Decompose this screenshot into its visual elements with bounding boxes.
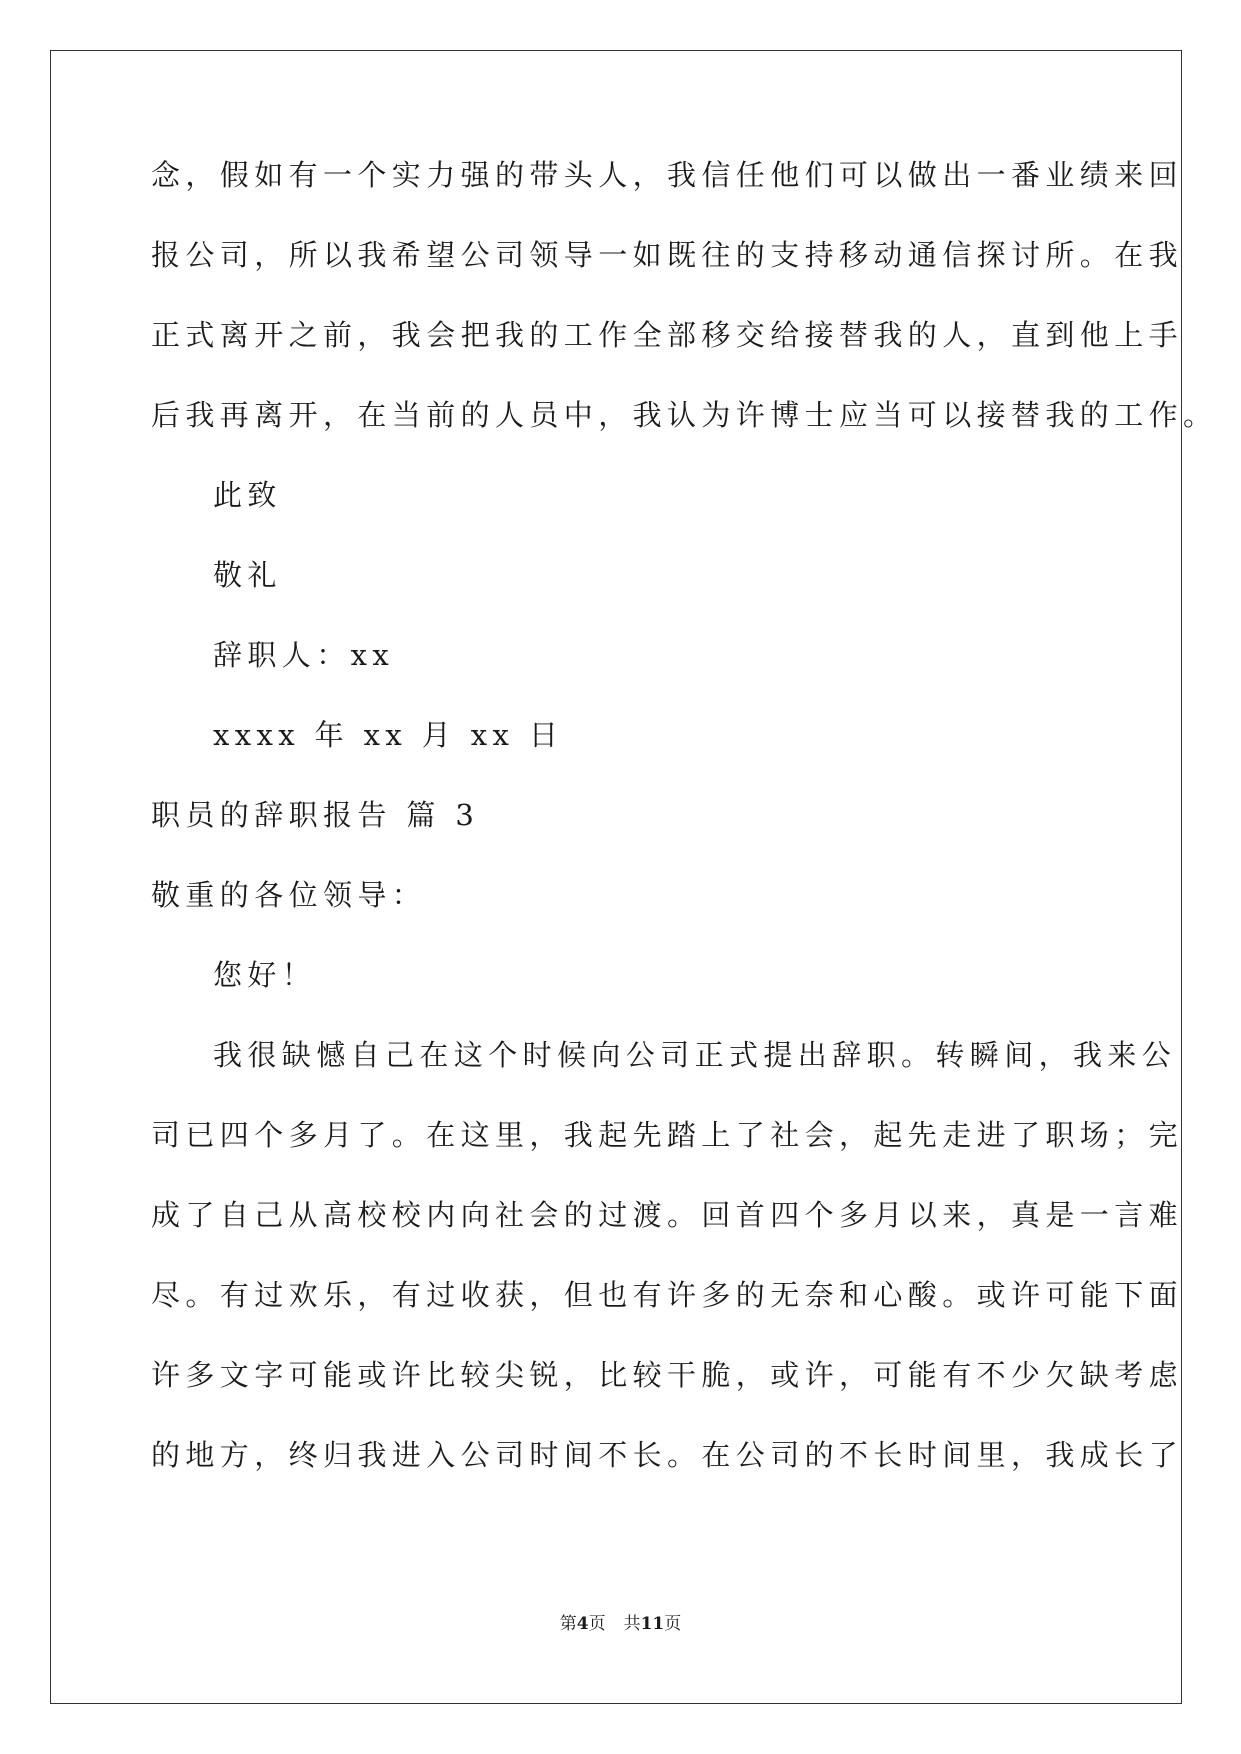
footer-total-suffix: 页 <box>664 1614 682 1634</box>
paragraph-line: 我很缺憾自己在这个时候向公司正式提出辞职。转瞬间，我来公 <box>213 1038 1177 1072</box>
footer-prefix: 第 <box>559 1614 577 1634</box>
current-page-number: 4 <box>576 1614 589 1634</box>
paragraph-line: 的地方，终归我进入公司时间不长。在公司的不长时间里，我成长了 <box>151 1438 1184 1472</box>
paragraph-line: 许多文字可能或许比较尖锐，比较干脆，或许，可能有不少欠缺考虑 <box>151 1358 1184 1392</box>
page-footer <box>0 1612 1241 1636</box>
paragraph-line: 念，假如有一个实力强的带头人，我信任他们可以做出一番业绩来回 <box>151 158 1184 192</box>
letter-greeting: 敬重的各位领导： <box>151 878 427 912</box>
section-heading: 职员的辞职报告 篇 3 <box>151 798 480 832</box>
letter-hello: 您好！ <box>213 958 317 992</box>
total-page-count: 11 <box>640 1614 665 1634</box>
paragraph-line: 司已四个多月了。在这里，我起先踏上了社会，起先走进了职场；完 <box>151 1118 1184 1152</box>
closing-respect: 敬礼 <box>213 558 282 592</box>
paragraph-line: 尽。有过欢乐，有过收获，但也有许多的无奈和心酸。或许可能下面 <box>151 1278 1184 1312</box>
paragraph-line: 正式离开之前，我会把我的工作全部移交给接替我的人，直到他上手 <box>151 318 1184 352</box>
paragraph-line: 后我再离开，在当前的人员中，我认为许博士应当可以接替我的工作。 <box>151 398 1218 432</box>
date-line: xxxx 年 xx 月 xx 日 <box>213 718 564 752</box>
closing-salutation: 此致 <box>213 478 282 512</box>
paragraph-line: 报公司，所以我希望公司领导一如既往的支持移动通信探讨所。在我 <box>151 238 1184 272</box>
footer-page-suffix: 页 <box>588 1614 606 1634</box>
paragraph-line: 成了自己从高校校内向社会的过渡。回首四个多月以来，真是一言难 <box>151 1198 1184 1232</box>
signature-line: 辞职人：xx <box>213 638 395 672</box>
footer-total-prefix: 共 <box>623 1614 641 1634</box>
